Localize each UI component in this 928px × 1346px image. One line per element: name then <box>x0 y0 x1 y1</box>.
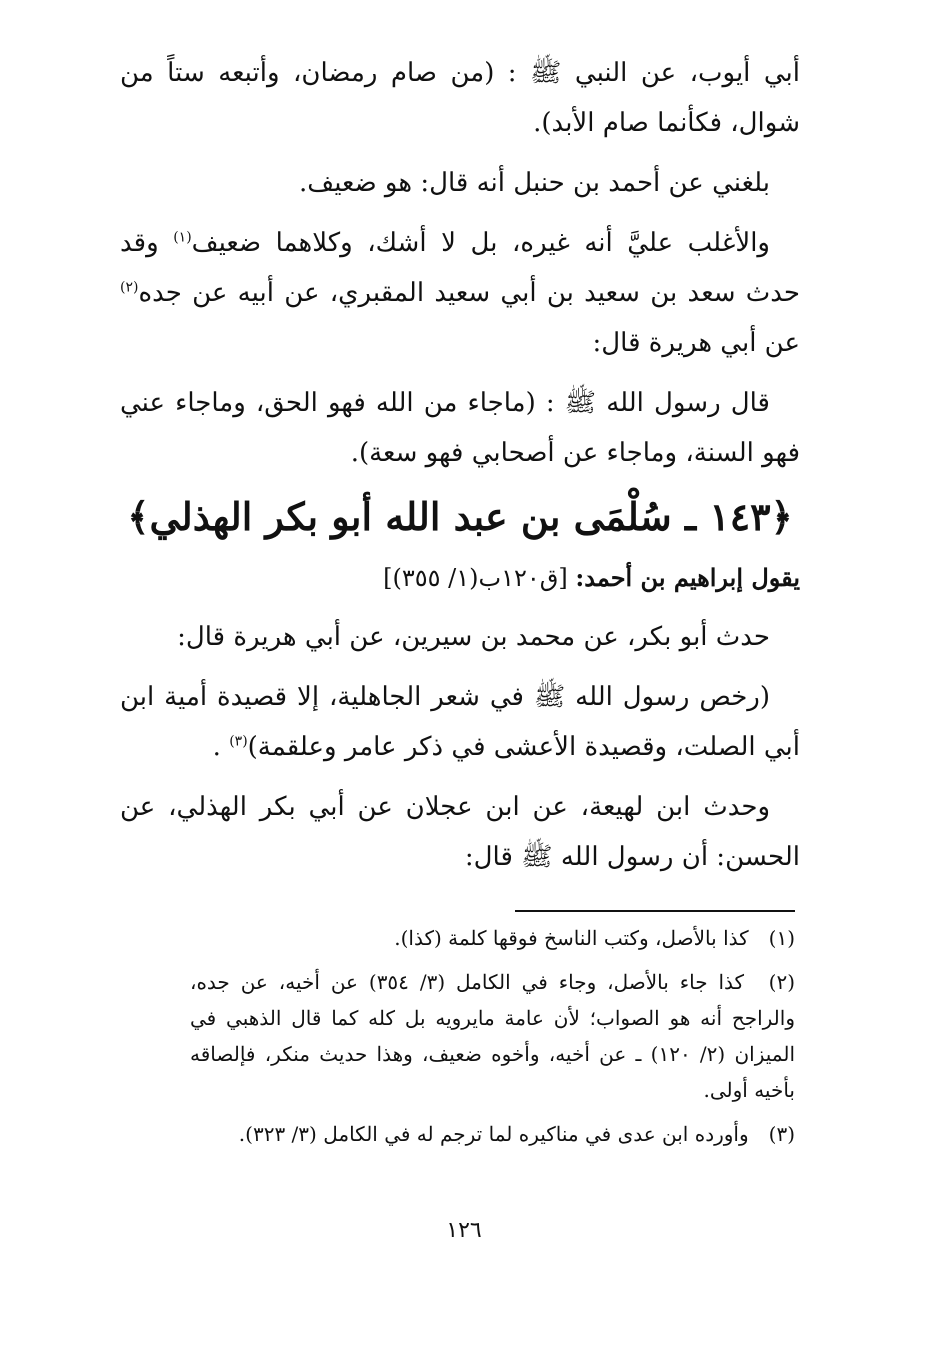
subheading-speaker: يقول إبراهيم بن أحمد: <box>575 563 800 592</box>
paragraph-4-text: قال رسول الله ﷺ : (ماجاء من الله فهو الحق، وماجاء عني فهو السنة، وماجاء عن أصحابي فهو سعة). <box>120 388 800 468</box>
footnote-2-text: كذا جاء بالأصل، وجاء في الكامل (٣/ ٣٥٤) عن أخيه، عن جده، والراجح أنه هو الصواب؛ لأن عامة مايرويه بل كله كما قال الذهبي في الميزان (٢/ ١٢٠) ـ عن أخيه، وأخوه ضعيف، وهذا حديث منكر، فإلصاقه بأخيه أولى. <box>190 970 795 1102</box>
paragraph-6-text-a: (رخص رسول الله ﷺ في شعر الجاهلية، إلا قصيدة أمية ابن أبي الصلت، وقصيدة الأعشى في ذكر عامر وعلقمة) <box>120 682 800 762</box>
paragraph-5-text: حدث أبو بكر، عن محمد بن سيرين، عن أبي هريرة قال: <box>177 622 770 652</box>
paragraph-3 <box>120 218 800 368</box>
paragraph-4 <box>120 378 800 478</box>
paragraph-1-text: أبي أيوب، عن النبي ﷺ : (من صام رمضان، وأتبعه ستاً من شوال، فكأنما صام الأبد). <box>120 58 800 138</box>
footnote-ref-2[interactable]: (٢) <box>120 279 139 296</box>
footnote-3-text: وأورده ابن عدى في مناكيره لما ترجم له في الكامل (٣/ ٣٢٣). <box>238 1122 749 1146</box>
paragraph-5 <box>120 612 800 662</box>
footnote-1-number: (١) <box>768 926 795 950</box>
paragraph-1 <box>120 48 800 148</box>
footnote-ref-1[interactable]: (١) <box>173 229 192 246</box>
footnote-2-number: (٢) <box>768 970 795 994</box>
paragraph-3-text-c: عن أبي هريرة قال: <box>592 328 800 358</box>
subheading-manuscript-ref: [ق١٢٠ب(١/ ٣٥٥)] <box>383 564 576 592</box>
footnotes <box>190 920 795 1160</box>
footnote-1 <box>190 920 795 956</box>
footnote-divider <box>515 910 795 912</box>
paragraph-2 <box>120 158 800 208</box>
footnote-2 <box>190 964 795 1108</box>
paragraph-3-text-a: والأغلب عليَّ أنه غيره، بل لا أشك، وكلاهما ضعيف <box>191 228 770 258</box>
paragraph-2-text: بلغني عن أحمد بن حنبل أنه قال: هو ضعيف. <box>299 168 770 198</box>
paragraph-3-text-b: وقد حدث سعد بن سعيد بن أبي سعيد المقبري، عن أبيه عن جده <box>120 228 800 308</box>
page-number: ١٢٦ <box>446 1218 482 1243</box>
paragraph-7-text: وحدث ابن لهيعة، عن ابن عجلان عن أبي بكر الهذلي، عن الحسن: أن رسول الله ﷺ قال: <box>120 792 800 872</box>
footnote-1-text: كذا بالأصل، وكتب الناسخ فوقها كلمة (كذا). <box>394 926 749 950</box>
paragraph-7 <box>120 782 800 882</box>
paragraph-6-text-b: . <box>212 732 230 762</box>
paragraph-6 <box>120 672 800 772</box>
footnote-3-number: (٣) <box>768 1122 795 1146</box>
footnote-ref-3[interactable]: (٣) <box>229 733 248 750</box>
section-heading: ﴿١٤٣ ـ سُلْمَى بن عبد الله أبو بكر الهذلي﴾ <box>127 494 793 539</box>
page-body <box>120 48 800 892</box>
footnote-3 <box>190 1116 795 1152</box>
section-subheading <box>120 556 800 600</box>
